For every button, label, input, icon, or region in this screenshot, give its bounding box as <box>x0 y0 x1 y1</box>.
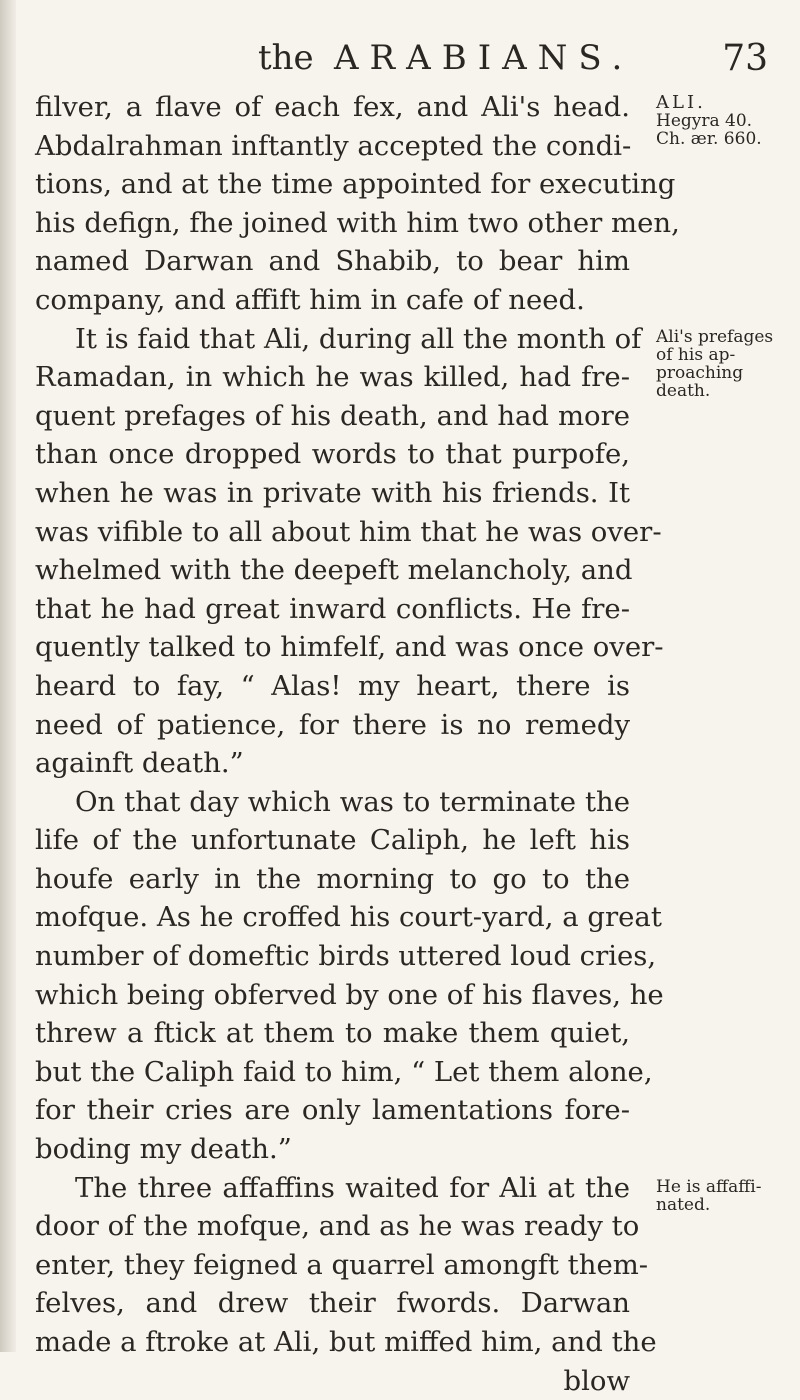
margin-note-line: Ali's prefages <box>656 327 774 347</box>
text-line: than once dropped words to that purpofe, <box>35 438 630 471</box>
text-line: filver, a flave of each fex, and Ali's head. <box>35 91 630 123</box>
text-line: boding my death.” <box>35 1133 292 1166</box>
text-line: againft death.” <box>35 747 244 780</box>
text-line: threw a ftick at them to make them quiet, <box>35 1017 630 1050</box>
text-line: number of domeftic birds uttered loud cries, <box>35 940 657 973</box>
margin-note-era <box>656 94 800 148</box>
margin-note-line: proaching <box>656 363 744 383</box>
text-line: whelmed with the deepeft melancholy, and <box>35 554 633 587</box>
text-line: mofque. As he croffed his court-yard, a great <box>35 901 662 934</box>
page-gutter-shadow <box>0 0 16 1352</box>
margin-note-line: Hegyra 40. <box>656 111 753 131</box>
catchword: blow <box>563 1364 630 1397</box>
body-text <box>35 88 680 1400</box>
margin-note-assassinated <box>656 1178 800 1214</box>
text-line: enter, they feigned a quarrel amongft them- <box>35 1248 649 1281</box>
text-line: that he had great inward conflicts. He fre- <box>35 592 630 625</box>
text-line: for their cries are only lamentations fore- <box>35 1094 630 1127</box>
text-line: heard to fay, “ Alas! my heart, there is <box>35 669 630 702</box>
text-line: named Darwan and Shabib, to bear him <box>35 245 630 278</box>
text-line: made a ftroke at Ali, but miffed him, and the <box>35 1326 657 1358</box>
text-line: On that day which was to terminate the <box>75 785 630 818</box>
running-head <box>258 38 768 88</box>
text-line: his defign, fhe joined with him two other men, <box>35 206 680 239</box>
text-line: door of the mofque, and as he was ready to <box>35 1210 640 1243</box>
text-line: It is faid that Ali, during all the month of <box>75 322 642 355</box>
margin-note-line: of his ap- <box>656 345 736 365</box>
margin-note-line: nated. <box>656 1195 711 1215</box>
text-line: which being obferved by one of his flaves, he <box>35 978 664 1011</box>
margin-note-presages <box>656 328 800 400</box>
text-line: quent prefages of his death, and had more <box>35 399 630 432</box>
margin-note-line: He is affaffi- <box>656 1177 762 1197</box>
text-line: felves, and drew their fwords. Darwan <box>35 1287 630 1320</box>
text-line: need of patience, for there is no remedy <box>35 708 630 741</box>
margin-note-line: Ch. ær. 660. <box>656 129 762 149</box>
text-line: company, and affift him in cafe of need. <box>35 283 585 316</box>
text-line: The three affaffins waited for Ali at the <box>75 1171 630 1204</box>
running-head-title: ARABIANS. <box>334 38 634 78</box>
text-line: when he was in private with his friends. It <box>35 476 630 509</box>
text-line: tions, and at the time appointed for executing <box>35 168 676 201</box>
running-head-prefix: the <box>258 38 314 78</box>
margin-note-line: ALI. <box>656 92 706 113</box>
text-line: but the Caliph faid to him, “ Let them alone, <box>35 1055 653 1088</box>
text-line: life of the unfortunate Caliph, he left his <box>35 824 630 857</box>
text-line: was vifible to all about him that he was over- <box>35 515 662 548</box>
text-line: Abdalrahman inftantly accepted the condi- <box>35 129 632 162</box>
text-line: quently talked to himfelf, and was once over- <box>35 631 664 664</box>
page-number: 73 <box>722 38 768 79</box>
margin-note-line: death. <box>656 381 711 401</box>
text-line: Ramadan, in which he was killed, had fre- <box>35 361 630 394</box>
text-line: houfe early in the morning to go to the <box>35 862 630 895</box>
